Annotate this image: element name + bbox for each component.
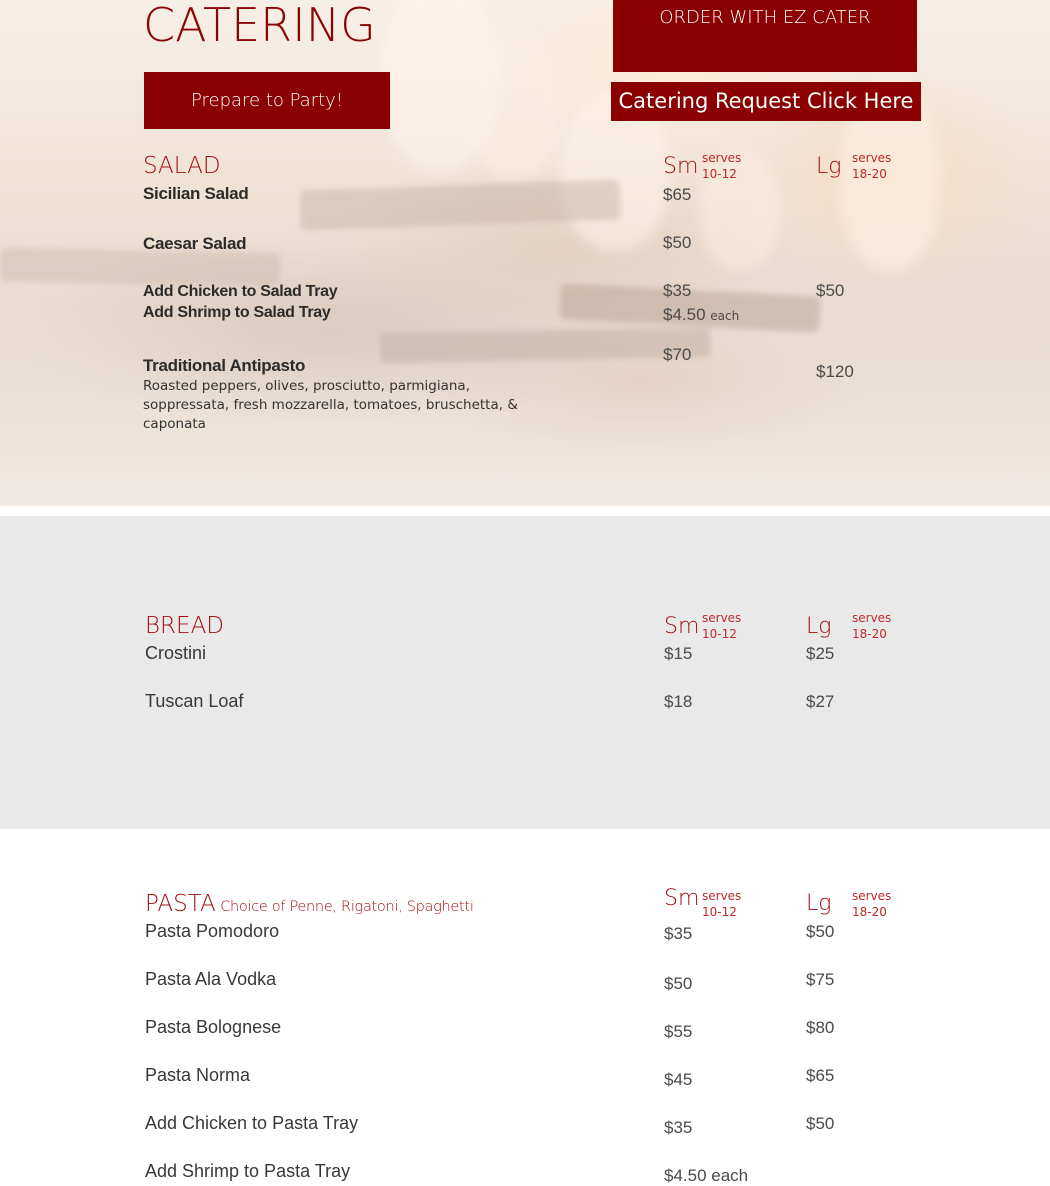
menu-item-name: Crostini bbox=[145, 643, 207, 663]
menu-item-small-price: $70 bbox=[663, 345, 692, 364]
menu-item-name: Traditional Antipasto bbox=[143, 356, 306, 375]
menu-item-name: Add Chicken to Pasta Tray bbox=[145, 1113, 359, 1133]
menu-item-small-price: $4.50 each bbox=[664, 1166, 749, 1185]
pasta-large-size-label: Lg bbox=[806, 891, 832, 916]
menu-item-name: Add Shrimp to Salad Tray bbox=[143, 304, 331, 321]
menu-item-large-price: $50 bbox=[806, 922, 835, 941]
menu-item-name: Add Chicken to Salad Tray bbox=[143, 283, 338, 300]
menu-item-name: Pasta Norma bbox=[145, 1065, 251, 1085]
menu-item-name: Tuscan Loaf bbox=[145, 691, 244, 711]
menu-item-large-price: $80 bbox=[806, 1018, 835, 1037]
menu-item-large-price: $25 bbox=[806, 644, 835, 663]
menu-item-small-price: $35 bbox=[664, 1118, 693, 1137]
menu-item-large-price: $120 bbox=[816, 362, 854, 381]
catering-hero-section bbox=[0, 0, 1050, 506]
menu-item-small-price: $18 bbox=[664, 692, 693, 711]
menu-item-small-price: $65 bbox=[663, 185, 692, 204]
bread-large-serves-label: serves 18-20 bbox=[852, 611, 892, 641]
menu-item-name: Add Shrimp to Pasta Tray bbox=[145, 1161, 351, 1181]
catering-request-button[interactable]: Catering Request Click Here bbox=[611, 82, 921, 121]
bread-section-title: BREAD bbox=[145, 613, 225, 639]
menu-item-name: Pasta Pomodoro bbox=[145, 921, 280, 941]
pasta-section-title: PASTA bbox=[145, 891, 216, 917]
bread-small-size-label: Sm bbox=[664, 614, 700, 639]
menu-item-small-price: $50 bbox=[664, 974, 693, 993]
menu-item-name: Sicilian Salad bbox=[143, 184, 249, 203]
salad-small-size-label: Sm bbox=[663, 154, 699, 179]
menu-item-small-price: $45 bbox=[664, 1070, 693, 1089]
menu-item-name: Pasta Ala Vodka bbox=[145, 969, 277, 989]
salad-large-serves-label: serves 18-20 bbox=[852, 151, 892, 181]
menu-item-large-price: $75 bbox=[806, 970, 835, 989]
salad-large-size-label: Lg bbox=[816, 154, 842, 179]
menu-item-small-price: $35 bbox=[663, 281, 692, 300]
menu-item-name: Pasta Bolognese bbox=[145, 1017, 282, 1037]
salad-section-title: SALAD bbox=[143, 153, 221, 179]
salad-small-serves-label: serves 10-12 bbox=[702, 151, 742, 181]
menu-item-small-price: $4.50 each bbox=[663, 305, 740, 324]
menu-item-name: Caesar Salad bbox=[143, 234, 247, 253]
menu-item-large-price: $65 bbox=[806, 1066, 835, 1085]
pasta-small-serves-label: serves 10-12 bbox=[702, 889, 742, 919]
menu-item-large-price: $50 bbox=[806, 1114, 835, 1133]
bread-section bbox=[0, 516, 1050, 829]
menu-item-small-price: $15 bbox=[664, 644, 693, 663]
pasta-section-heading bbox=[145, 890, 474, 918]
order-ezcater-button[interactable]: ORDER WITH EZ CATER bbox=[613, 0, 917, 72]
page-title: CATERING bbox=[143, 0, 376, 52]
menu-item-large-price: $27 bbox=[806, 692, 835, 711]
pasta-small-size-label: Sm bbox=[664, 886, 700, 911]
menu-item-description: Roasted peppers, olives, prosciutto, parmigiana, soppressata, fresh mozzarella, tomatoes, bruschetta, & caponata bbox=[143, 378, 518, 432]
menu-item-large-price: $50 bbox=[816, 281, 845, 300]
bread-small-serves-label: serves 10-12 bbox=[702, 611, 742, 641]
pasta-large-serves-label: serves 18-20 bbox=[852, 889, 892, 919]
bread-large-size-label: Lg bbox=[806, 614, 832, 639]
menu-item-small-price: $50 bbox=[663, 233, 692, 252]
prepare-to-party-button[interactable]: Prepare to Party! bbox=[144, 72, 390, 129]
pasta-section-subtitle: Choice of Penne, Rigatoni, Spaghetti bbox=[220, 899, 474, 915]
menu-item-small-price: $35 bbox=[664, 924, 693, 943]
menu-item-small-price: $55 bbox=[664, 1022, 693, 1041]
